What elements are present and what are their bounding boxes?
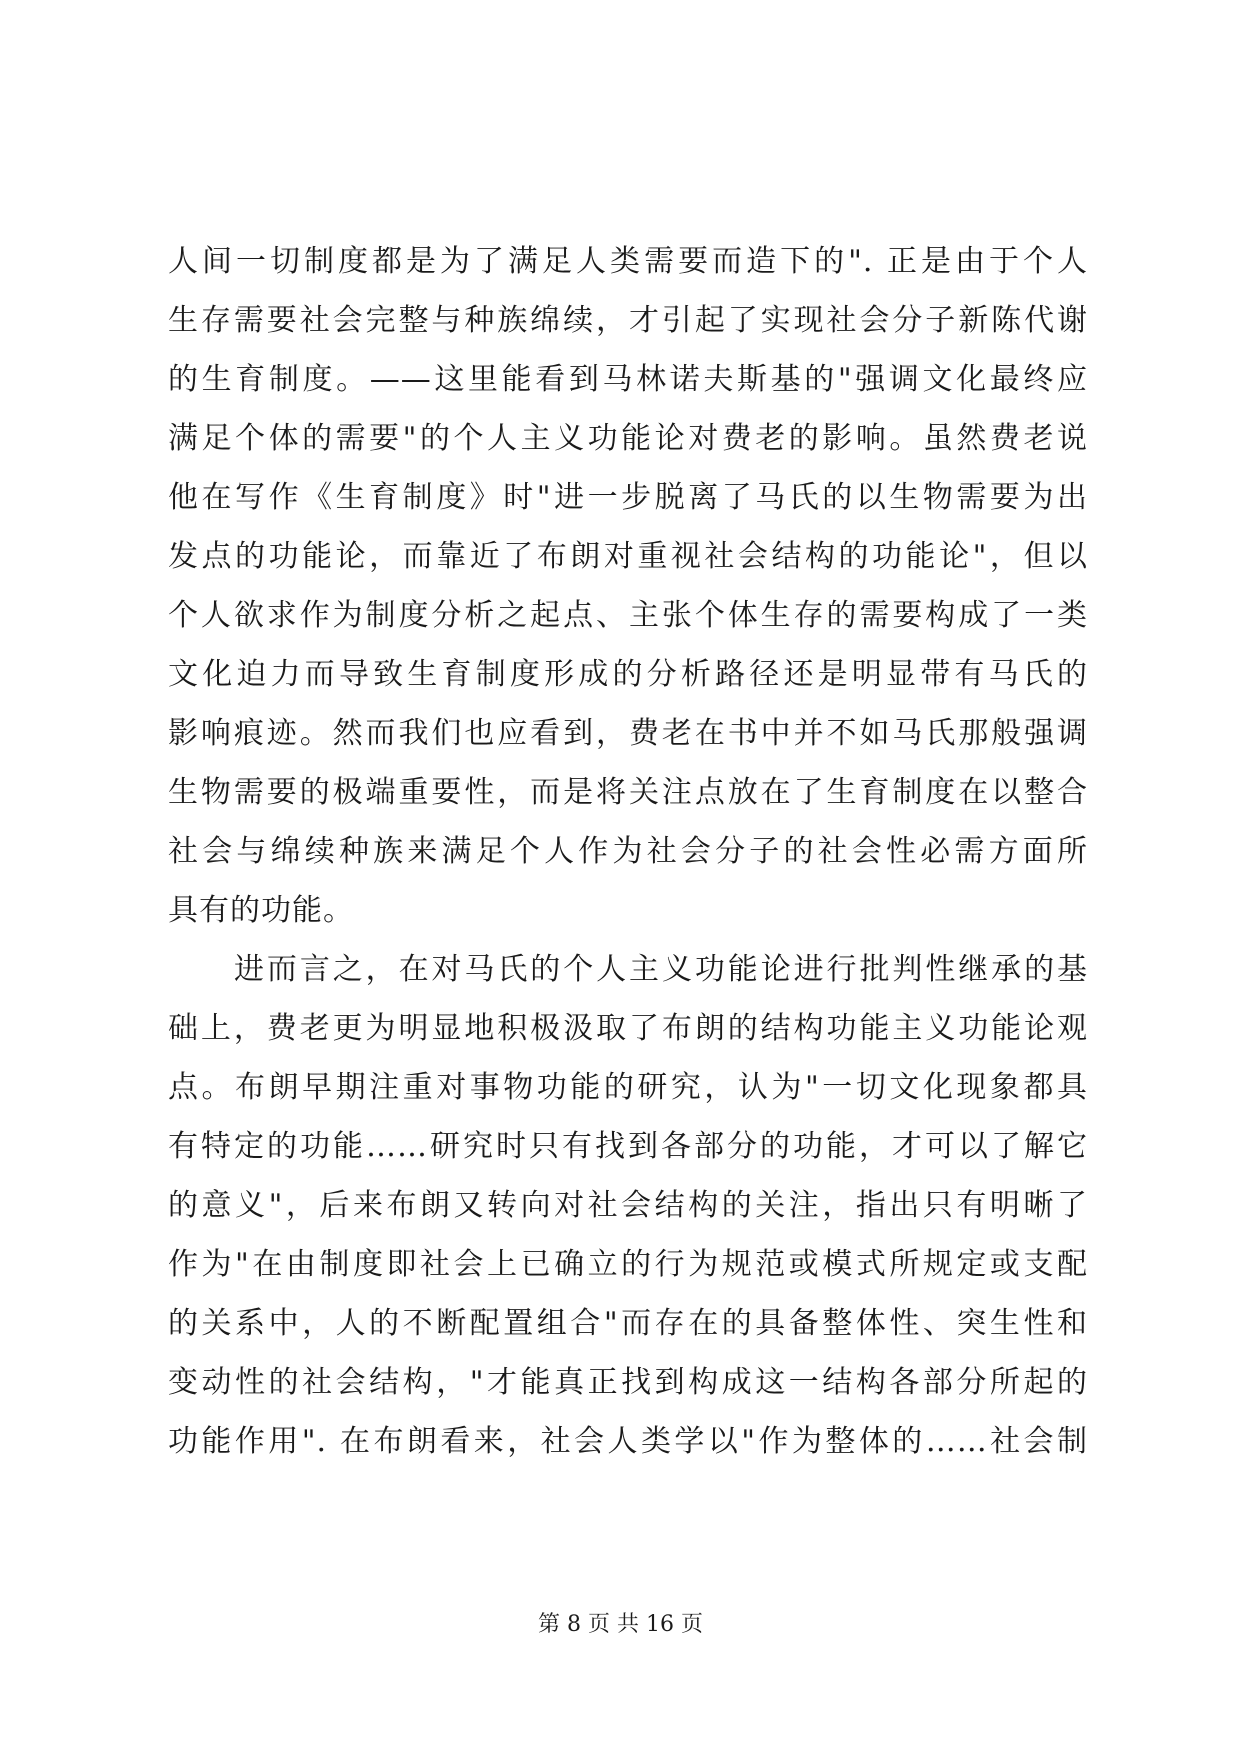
text-line: 生物需要的极端重要性，而是将关注点放在了生育制度在以整合: [168, 775, 1088, 810]
page-number-footer: 第 8 页 共 16 页: [538, 1612, 703, 1637]
text-line: 变动性的社会结构，"才能真正找到构成这一结构各部分所起的: [168, 1365, 1088, 1400]
text-line: 文化迫力而导致生育制度形成的分析路径还是明显带有马氏的: [168, 657, 1088, 692]
text-line: 影响痕迹。然而我们也应看到，费老在书中并不如马氏那般强调: [168, 716, 1088, 751]
text-line: 点。布朗早期注重对事物功能的研究，认为"一切文化现象都具: [168, 1070, 1088, 1105]
text-line: 发点的功能论，而靠近了布朗对重视社会结构的功能论"，但以: [168, 539, 1088, 574]
text-line: 生存需要社会完整与种族绵续，才引起了实现社会分子新陈代谢: [168, 303, 1088, 338]
text-line: 具有的功能。: [168, 893, 354, 928]
text-line: 人间一切制度都是为了满足人类需要而造下的". 正是由于个人: [168, 244, 1088, 279]
paragraph-2: [168, 940, 1088, 1471]
text-line: 有特定的功能……研究时只有找到各部分的功能，才可以了解它: [168, 1129, 1088, 1164]
text-line: 的关系中，人的不断配置组合"而存在的具备整体性、突生性和: [168, 1306, 1088, 1341]
paragraph-1: [168, 232, 1088, 940]
text-line: 作为"在由制度即社会上已确立的行为规范或模式所规定或支配: [168, 1247, 1088, 1282]
text-line: 个人欲求作为制度分析之起点、主张个体生存的需要构成了一类: [168, 598, 1088, 633]
text-line: 进而言之，在对马氏的个人主义功能论进行批判性继承的基: [234, 952, 1088, 987]
text-line: 满足个体的需要"的个人主义功能论对费老的影响。虽然费老说: [168, 421, 1088, 456]
text-line: 社会与绵续种族来满足个人作为社会分子的社会性必需方面所: [168, 834, 1088, 869]
text-line: 功能作用". 在布朗看来，社会人类学以"作为整体的……社会制: [168, 1424, 1088, 1459]
text-line: 他在写作《生育制度》时"进一步脱离了马氏的以生物需要为出: [168, 480, 1088, 515]
text-line: 础上，费老更为明显地积极汲取了布朗的结构功能主义功能论观: [168, 1011, 1088, 1046]
body-text: [168, 232, 1088, 1471]
text-line: 的生育制度。——这里能看到马林诺夫斯基的"强调文化最终应: [168, 362, 1088, 397]
text-line: 的意义"，后来布朗又转向对社会结构的关注，指出只有明晰了: [168, 1188, 1088, 1223]
